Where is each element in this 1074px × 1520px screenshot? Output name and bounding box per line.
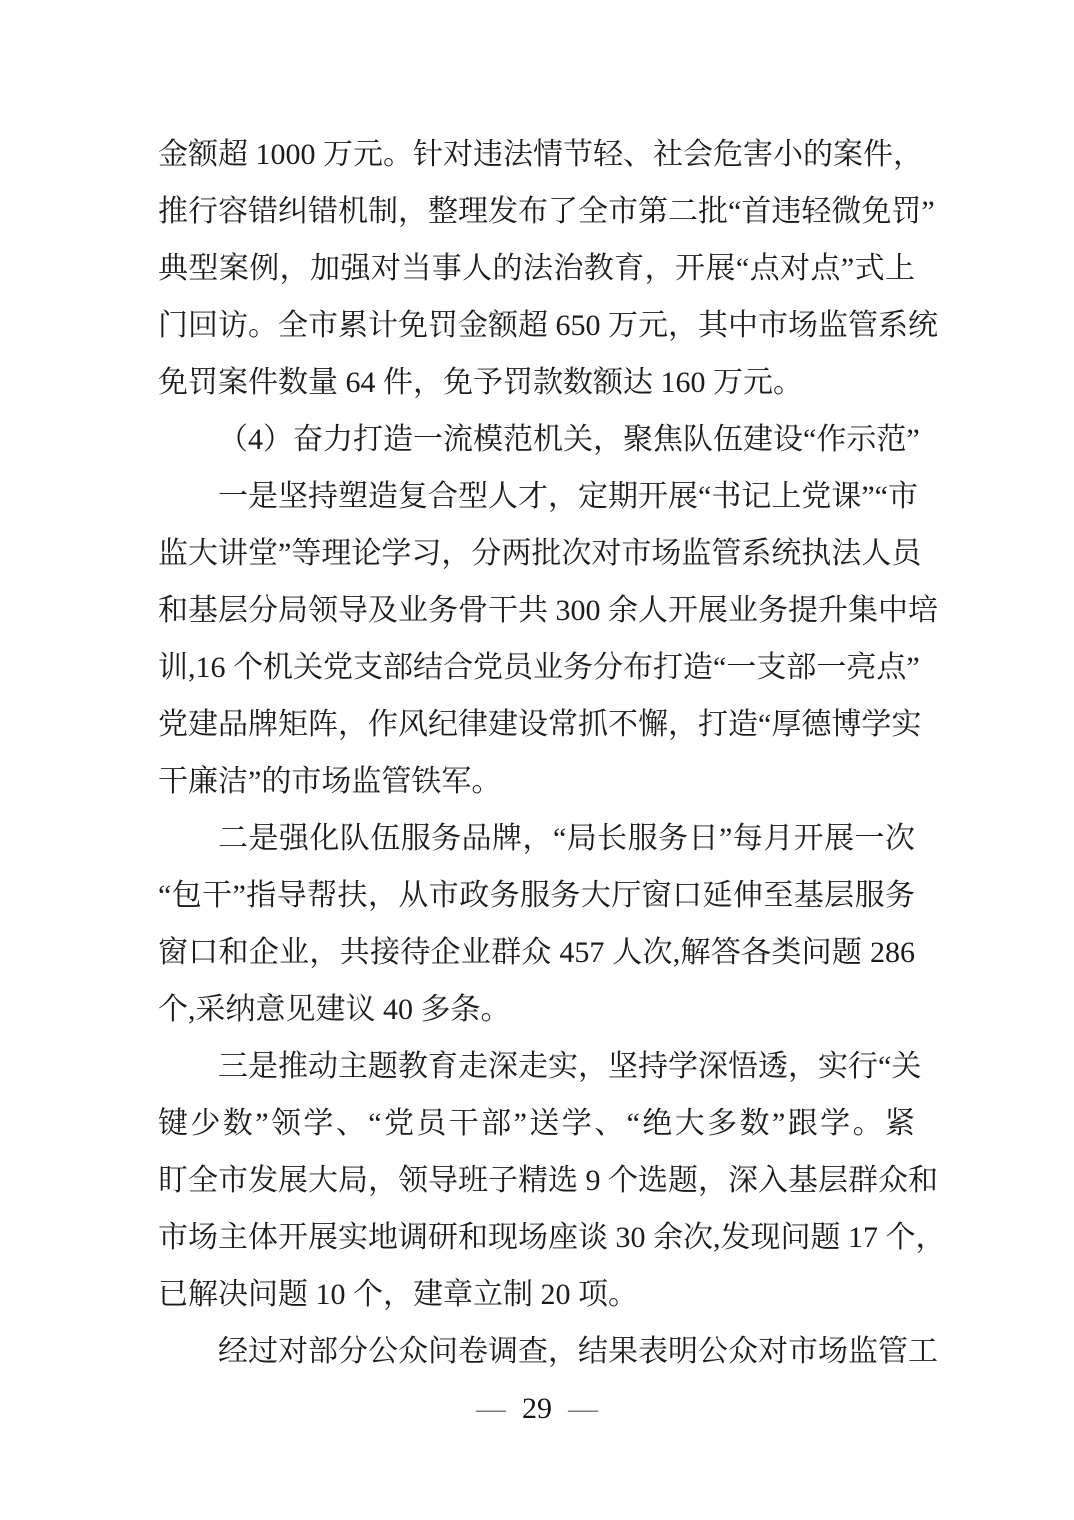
body-line: 典型案例，加强对当事人的法治教育，开展“点对点”式上 xyxy=(158,252,915,285)
body-line: 训,16 个机关党支部结合党员业务分布打造“一支部一亮点” xyxy=(158,651,920,684)
body-line: 市场主体开展实地调研和现场座谈 30 余次,发现问题 17 个， xyxy=(158,1221,946,1254)
body-line: 和基层分局领导及业务骨干共 300 余人开展业务提升集中培 xyxy=(158,594,938,627)
body-line: 免罚案件数量 64 件，免予罚款数额达 160 万元。 xyxy=(158,366,803,399)
body-line: 干廉洁”的市场监管铁军。 xyxy=(158,765,502,798)
body-line: 个,采纳意见建议 40 多条。 xyxy=(158,993,511,1026)
body-line: 一是坚持塑造复合型人才，定期开展“书记上党课”“市 xyxy=(218,480,918,513)
body-line: 窗口和企业，共接待企业群众 457 人次,解答各类问题 286 xyxy=(158,936,915,969)
body-line: 已解决问题 10 个，建章立制 20 项。 xyxy=(158,1278,638,1311)
body-line: 党建品牌矩阵，作风纪律建设常抓不懈，打造“厚德博学实 xyxy=(158,708,922,741)
section-heading: （4）奋力打造一流模范机关，聚焦队伍建设“作示范” xyxy=(218,423,920,456)
body-line: 推行容错纠错机制，整理发布了全市第二批“首违轻微免罚” xyxy=(158,195,935,228)
body-line: 经过对部分公众问卷调查，结果表明公众对市场监管工 xyxy=(218,1335,938,1368)
footer-dash-right: — xyxy=(568,1392,598,1425)
page-footer xyxy=(0,1388,1074,1430)
body-line: 监大讲堂”等理论学习，分两批次对市场监管系统执法人员 xyxy=(158,537,922,570)
body-line: 金额超 1000 万元。针对违法情节轻、社会危害小的案件， xyxy=(158,138,923,171)
body-line: “包干”指导帮扶，从市政务服务大厅窗口延伸至基层服务 xyxy=(158,879,915,912)
body-line: 键少数”领学、“党员干部”送学、“绝大多数”跟学。紧 xyxy=(158,1107,915,1140)
body-line: 二是强化队伍服务品牌，“局长服务日”每月开展一次 xyxy=(218,822,915,855)
page-number: 29 xyxy=(522,1392,552,1425)
footer-dash-left: — xyxy=(476,1392,506,1425)
body-line: 盯全市发展大局，领导班子精选 9 个选题，深入基层群众和 xyxy=(158,1164,938,1197)
body-line: 三是推动主题教育走深走实，坚持学深悟透，实行“关 xyxy=(218,1050,922,1083)
body-line: 门回访。全市累计免罚金额超 650 万元，其中市场监管系统 xyxy=(158,309,938,342)
document-body xyxy=(158,126,946,1380)
